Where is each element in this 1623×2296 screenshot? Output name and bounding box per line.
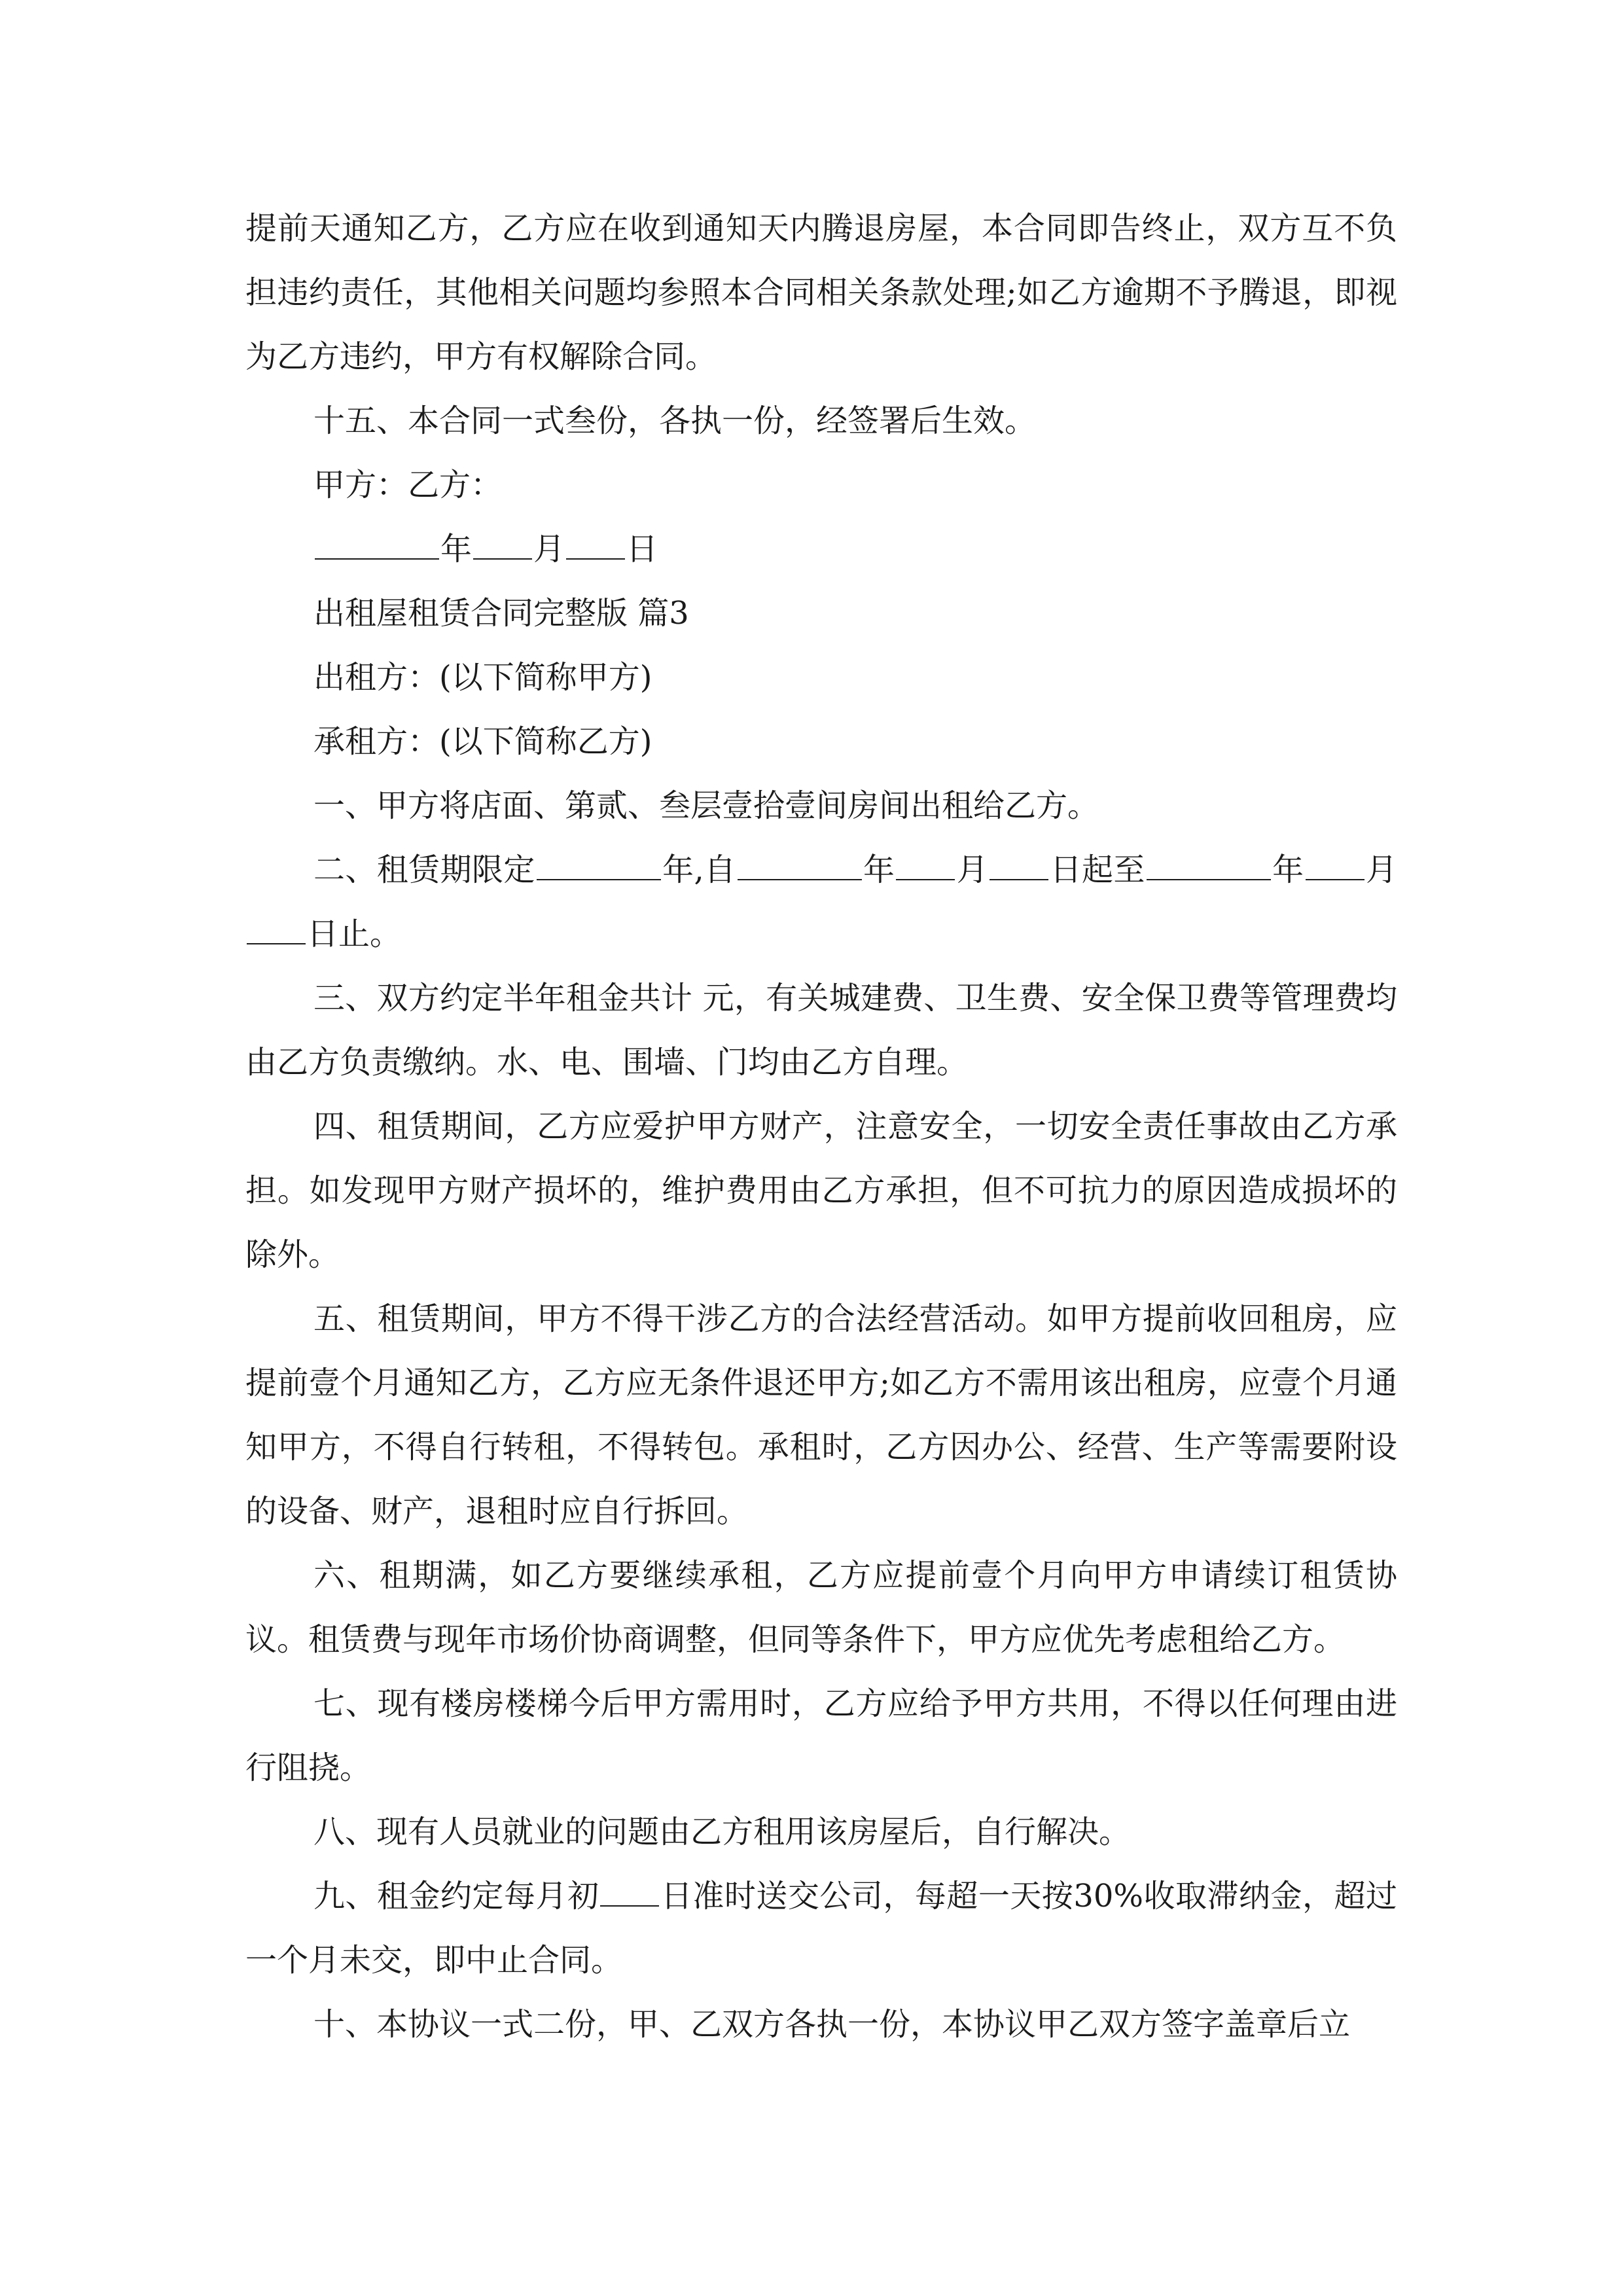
end-year-blank [1147, 842, 1271, 880]
start-year-blank [738, 842, 862, 880]
clause-9 [245, 1864, 1397, 1992]
year-label: 年 [440, 531, 473, 567]
end-month-blank [1306, 842, 1364, 880]
clause-2-text-7: 日止。 [307, 916, 402, 952]
day-label: 日 [626, 531, 658, 567]
clause-2-text-2: 年 [863, 852, 895, 888]
signature-parties: 甲方：乙方： [313, 467, 503, 503]
clause-1: 一、甲方将店面、第贰、叁层壹拾壹间房间出租给乙方。 [313, 787, 1099, 824]
clause-5: 五、租赁期间，甲方不得干涉乙方的合法经营活动。如甲方提前收回租房，应提前壹个月通知乙方，乙方应无条件退还甲方;如乙方不需用该出租房，应壹个月通知甲方，不得自行转租，不得转包。承租时，乙方因办公、经营、生产等需要附设的设备、财产，退租时应自行拆回。 [245, 1300, 1397, 1530]
clause-9-suffix: 日准时送交公司，每超一天按30%收取滞纳金，超过一个月未交，即中止合同。 [245, 1878, 1397, 1979]
year-blank [315, 522, 439, 560]
lessor-line: 出租方：(以下简称甲方) [313, 659, 652, 696]
lessee-line: 承租方：(以下简称乙方) [313, 723, 652, 760]
clause-2-prefix: 二、租赁期限定 [313, 852, 535, 888]
section-title: 出租屋租赁合同完整版 篇3 [313, 595, 689, 632]
clause-9-prefix: 九、租金约定每月初 [313, 1878, 599, 1914]
clause-2-text-5: 年 [1272, 852, 1304, 888]
clause-10: 十、本协议一式二份，甲、乙双方各执一份，本协议甲乙双方签字盖章后立 [313, 2006, 1351, 2043]
term-years-blank [537, 842, 661, 880]
clause-15: 十五、本合同一式叁份，各执一份，经签署后生效。 [313, 403, 1037, 439]
month-blank [473, 522, 532, 560]
clause-4: 四、租赁期间，乙方应爱护甲方财产，注意安全，一切安全责任事故由乙方承担。如发现甲方财产损坏的，维护费用由乙方承担，但不可抗力的原因造成损坏的除外。 [245, 1108, 1397, 1273]
day-blank [566, 522, 625, 560]
clause-3: 三、双方约定半年租金共计 元，有关城建费、卫生费、安全保卫费等管理费均由乙方负责缴纳。水、电、围墙、门均由乙方自理。 [245, 980, 1397, 1081]
month-label: 月 [533, 531, 565, 567]
document-page [245, 196, 1397, 2056]
clause-7: 七、现有楼房楼梯今后甲方需用时，乙方应给予甲方共用，不得以任何理由进行阻挠。 [245, 1685, 1397, 1786]
clause-2-text-1: 年,自 [662, 852, 736, 888]
payment-day-blank [600, 1869, 659, 1907]
clause-8: 八、现有人员就业的问题由乙方租用该房屋后，自行解决。 [313, 1814, 1131, 1850]
clause-2-text-6: 月 [1365, 852, 1397, 888]
start-day-blank [990, 842, 1048, 880]
date-line [245, 517, 1397, 581]
start-month-blank [896, 842, 955, 880]
clause-2-text-3: 月 [956, 852, 989, 888]
clause-2 [245, 838, 1397, 966]
clause-6: 六、租期满，如乙方要继续承租，乙方应提前壹个月向甲方申请续订租赁协议。租赁费与现年市场价协商调整，但同等条件下，甲方应优先考虑租给乙方。 [245, 1557, 1397, 1658]
paragraph-termination: 提前天通知乙方，乙方应在收到通知天内腾退房屋，本合同即告终止，双方互不负担违约责任，其他相关问题均参照本合同相关条款处理;如乙方逾期不予腾退，即视为乙方违约，甲方有权解除合同。 [245, 210, 1397, 375]
end-day-blank [247, 906, 306, 944]
clause-2-text-4: 日起至 [1050, 852, 1145, 888]
